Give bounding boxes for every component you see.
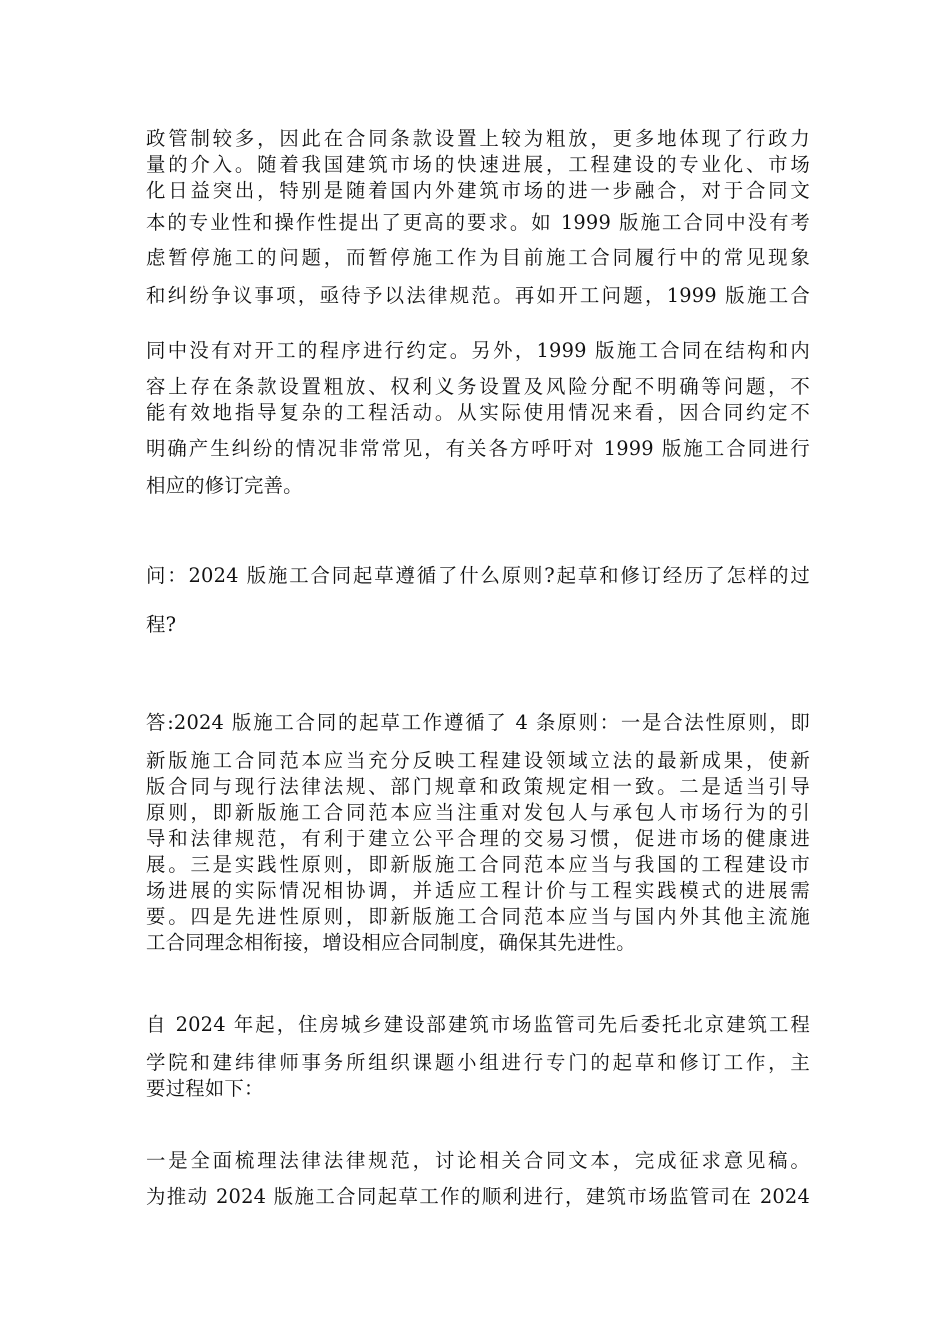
text-line: 版合同与现行法律法规、部门规章和政策规定相一致。二是适当引导 — [146, 775, 810, 798]
text-line: 量的介入。随着我国建筑市场的快速进展，工程建设的专业化、市场 — [146, 153, 810, 176]
text-line: 学院和建纬律师事务所组织课题小组进行专门的起草和修订工作，主 — [146, 1051, 810, 1074]
text-line: 一是全面梳理法律法律规范，讨论相关合同文本，完成征求意见稿。 — [146, 1149, 810, 1172]
text-line: 为推动 2024 版施工合同起草工作的顺利进行，建筑市场监管司在 2024 — [146, 1185, 810, 1208]
text-line: 相应的修订完善。 — [146, 474, 303, 497]
text-line: 自 2024 年起，住房城乡建设部建筑市场监管司先后委托北京建筑工程 — [146, 1013, 810, 1036]
text-line: 问：2024 版施工合同起草遵循了什么原则?起草和修订经历了怎样的过 — [146, 564, 810, 587]
text-line: 新版施工合同范本应当充分反映工程建设领域立法的最新成果，使新 — [146, 749, 810, 772]
text-line: 同中没有对开工的程序进行约定。另外，1999 版施工合同在结构和内 — [146, 339, 810, 362]
text-line: 场进展的实际情况相协调，并适应工程计价与工程实践模式的进展需 — [146, 879, 810, 902]
text-line: 程? — [146, 613, 177, 636]
text-line: 虑暂停施工的问题，而暂停施工作为目前施工合同履行中的常见现象 — [146, 246, 810, 269]
text-line: 要过程如下： — [146, 1077, 264, 1100]
text-line: 工合同理念相衔接，增设相应合同制度，确保其先进性。 — [146, 931, 636, 954]
text-line: 答:2024 版施工合同的起草工作遵循了 4 条原则：一是合法性原则，即 — [146, 711, 810, 734]
text-line: 明确产生纠纷的情况非常常见，有关各方呼吁对 1999 版施工合同进行 — [146, 437, 810, 460]
text-line: 原则，即新版施工合同范本应当注重对发包人与承包人市场行为的引 — [146, 801, 810, 824]
text-line: 展。三是实践性原则，即新版施工合同范本应当与我国的工程建设市 — [146, 853, 810, 876]
text-line: 和纠纷争议事项，亟待予以法律规范。再如开工问题，1999 版施工合 — [146, 284, 810, 307]
text-line: 容上存在条款设置粗放、权利义务设置及风险分配不明确等问题，不 — [146, 375, 810, 398]
text-line: 导和法律规范，有利于建立公平合理的交易习惯，促进市场的健康进 — [146, 827, 810, 850]
text-line: 政管制较多，因此在合同条款设置上较为粗放，更多地体现了行政力 — [146, 127, 810, 150]
text-line: 本的专业性和操作性提出了更高的要求。如 1999 版施工合同中没有考 — [146, 211, 810, 234]
text-line: 能有效地指导复杂的工程活动。从实际使用情况来看，因合同约定不 — [146, 401, 810, 424]
text-line: 化日益突出，特别是随着国内外建筑市场的进一步融合，对于合同文 — [146, 179, 810, 202]
text-line: 要。四是先进性原则，即新版施工合同范本应当与国内外其他主流施 — [146, 905, 810, 928]
